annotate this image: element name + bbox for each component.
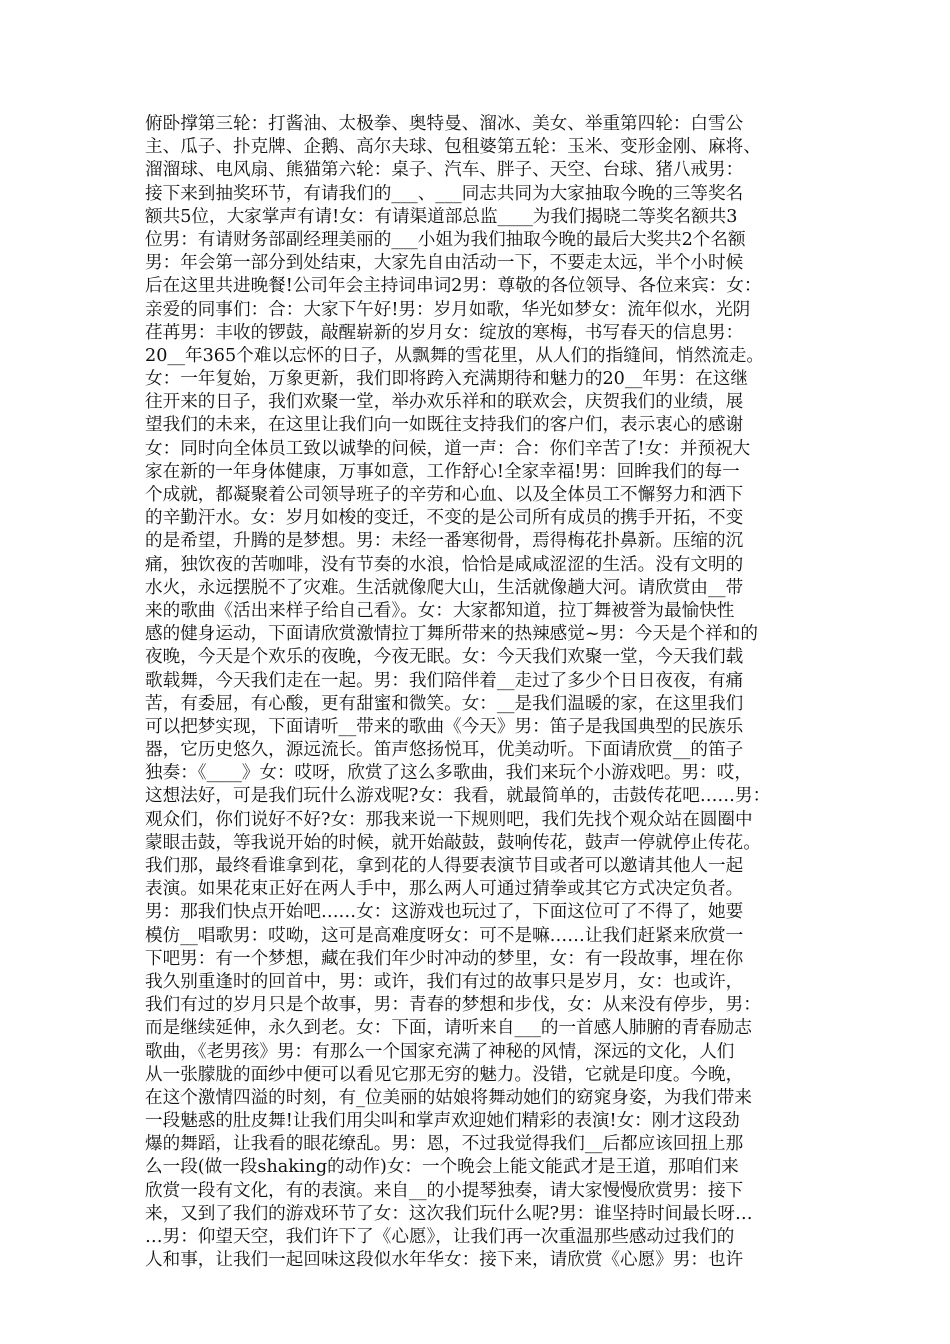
text-line: 我们有过的岁月只是个故事，男：青春的梦想和步伐，女：从来没有停步，男： [145, 995, 761, 1016]
text-line: 男：年会第一部分到处结束，大家先自由活动一下，不要走太远，半个小时候 [145, 253, 744, 274]
text-line: 人和事，让我们一起回味这段似水年华女：接下来，请欣赏《心愿》男：也许 [145, 1250, 744, 1271]
text-line: 在这个激情四溢的时刻，有_位美丽的姑娘将舞动她们的窈窕身姿，为我们带来 [145, 1087, 752, 1108]
text-line: 水火，永远摆脱不了灾难。生活就像爬大山，生活就像趟大河。请欣赏由__带 [145, 577, 744, 598]
text-line: 男：那我们快点开始吧……女：这游戏也玩过了，下面这位可了不得了，她要 [145, 902, 744, 923]
text-line: 观众们，你们说好不好?女：那我来说一下规则吧，我们先找个观众站在圆圈中 [145, 809, 753, 830]
text-line: 接下来到抽奖环节，有请我们的___、___同志共同为大家抽取今晚的三等奖名 [145, 183, 744, 204]
document-body [145, 113, 805, 1272]
text-line: 痛，独饮夜的苦咖啡，没有节奏的水浪，恰恰是咸咸涩涩的生活。没有文明的 [145, 554, 744, 575]
text-line: 主、瓜子、扑克牌、企鹅、高尔夫球、包租婆第五轮：玉米、变形金刚、麻将、 [145, 137, 761, 158]
text-line: 20__年365个难以忘怀的日子，从飘舞的雪花里，从人们的指缝间，悄然流走。 [145, 345, 764, 366]
text-line: 的是希望，升腾的是梦想。男：未经一番寒彻骨，焉得梅花扑鼻新。压缩的沉 [145, 531, 744, 552]
text-line: 来，又到了我们的游戏环节了女：这次我们玩什么呢?男：谁坚持时间最长呀… [145, 1203, 753, 1224]
text-line: 歌曲，《老男孩》男：有那么一个国家充满了神秘的风情，深远的文化，人们 [145, 1041, 735, 1062]
text-line: 下吧男：有一个梦想，藏在我们年少时冲动的梦里，女：有一段故事，埋在你 [145, 948, 744, 969]
text-line: 而是继续延伸，永久到老。女：下面，请听来自___的一首感人肺腑的青春励志 [145, 1018, 752, 1039]
text-line: 的辛勤汗水。女：岁月如梭的变迁，不变的是公司所有成员的携手开拓，不变 [145, 508, 744, 529]
text-line: 这想法好，可是我们玩什么游戏呢?女：我看，就最简单的，击鼓传花吧……男： [145, 786, 771, 807]
text-line: 蒙眼击鼓，等我说开始的时候，就开始敲鼓，鼓响传花，鼓声一停就停止传花。 [145, 832, 761, 853]
text-line: 我久别重逢时的回首中，男：或许，我们有过的故事只是岁月，女：也或许， [145, 971, 744, 992]
text-line: 感的健身运动，下面请欣赏激情拉丁舞所带来的热辣感觉~男：今天是个祥和的 [145, 624, 758, 645]
text-line: 从一张朦胧的面纱中便可以看见它那无穷的魅力。没错，它就是印度。今晚， [145, 1064, 744, 1085]
text-line: 溜溜球、电风扇、熊猫第六轮：桌子、汽车、胖子、天空、台球、猪八戒男： [145, 160, 744, 181]
text-line: 欣赏一段有文化，有的表演。来自__的小提琴独奏，请大家慢慢欣赏男：接下 [145, 1180, 744, 1201]
text-line: 夜晚，今天是个欢乐的夜晚，今夜无眠。女：今天我们欢聚一堂，今天我们载 [145, 647, 744, 668]
text-line: 表演。如果花束正好在两人手中，那么两人可通过猜拳或其它方式决定负者。 [145, 879, 744, 900]
text-line: 爆的舞蹈，让我看的眼花缭乱。男：恩，不过我觉得我们__后都应该回扭上那 [145, 1134, 744, 1155]
text-line: 往开来的日子，我们欢聚一堂，举办欢乐祥和的联欢会，庆贺我们的业绩，展 [145, 392, 744, 413]
text-line: 独奏：《____》女：哎呀，欣赏了这么多歌曲，我们来玩个小游戏吧。男：哎， [145, 763, 752, 784]
text-line: 望我们的未来，在这里让我们向一如既往支持我们的客户们，表示衷心的感谢 [145, 415, 744, 436]
text-line: 来的歌曲《活出来样子给自己看》。女：大家都知道，拉丁舞被誉为最愉快性 [145, 600, 735, 621]
text-line: 女：同时向全体员工致以诚挚的问候，道一声：合：你们辛苦了!女：并预祝大 [145, 438, 751, 459]
text-line: 额共5位，大家掌声有请!女：有请渠道部总监____为我们揭晓二等奖名额共3 [145, 206, 738, 227]
text-line: 个成就，都凝聚着公司领导班子的辛劳和心血、以及全体员工不懈努力和洒下 [145, 485, 744, 505]
text-line: 后在这里共进晚餐!公司年会主持词串词2男：尊敬的各位领导、各位来宾：女： [145, 276, 762, 297]
text-line: 俯卧撑第三轮：打酱油、太极拳、奥特曼、溜冰、美女、举重第四轮：白雪公 [145, 114, 744, 134]
text-line: 荏苒男：丰收的锣鼓，敲醒崭新的岁月女：绽放的寒梅，书写春天的信息男： [145, 322, 744, 343]
text-line: 女：一年复始，万象更新，我们即将跨入充满期待和魅力的20__年男：在这继 [145, 369, 748, 390]
text-line: 模仿__唱歌男：哎呦，这可是高难度呀女：可不是嘛……让我们赶紧来欣赏一 [145, 925, 744, 946]
text-line: …男：仰望天空，我们许下了《心愿》，让我们再一次重温那些感动过我们的 [145, 1227, 735, 1247]
text-line: 一段魅惑的肚皮舞!让我们用尖叫和掌声欢迎她们精彩的表演!女：刚才这段劲 [145, 1111, 740, 1132]
text-line: 家在新的一年身体健康，万事如意，工作舒心!全家幸福!男：回眸我们的每一 [145, 461, 740, 482]
text-line: 位男：有请财务部副经理美丽的___小姐为我们抽取今晚的最后大奖共2个名额 [145, 229, 746, 250]
text-line: 亲爱的同事们：合：大家下午好!男：岁月如歌，华光如梦女：流年似水，光阴 [145, 299, 751, 320]
text-line: 歌载舞，今天我们走在一起。男：我们陪伴着__走过了多少个日日夜夜，有痛 [145, 670, 744, 691]
text-line: 器，它历史悠久，源远流长。笛声悠扬悦耳，优美动听。下面请欣赏__的笛子 [145, 740, 744, 761]
text-line: 么一段(做一段shaking的动作)女：一个晚会上能文能武才是王道，那咱们来 [145, 1157, 739, 1178]
text-line: 我们那，最终看谁拿到花，拿到花的人得要表演节目或者可以邀请其他人一起 [145, 856, 744, 876]
text-line: 可以把梦实现，下面请听__带来的歌曲《今天》男：笛子是我国典型的民族乐 [145, 716, 744, 737]
text-line: 苦，有委屈，有心酸，更有甜蜜和微笑。女：__是我们温暖的家，在这里我们 [145, 693, 744, 714]
